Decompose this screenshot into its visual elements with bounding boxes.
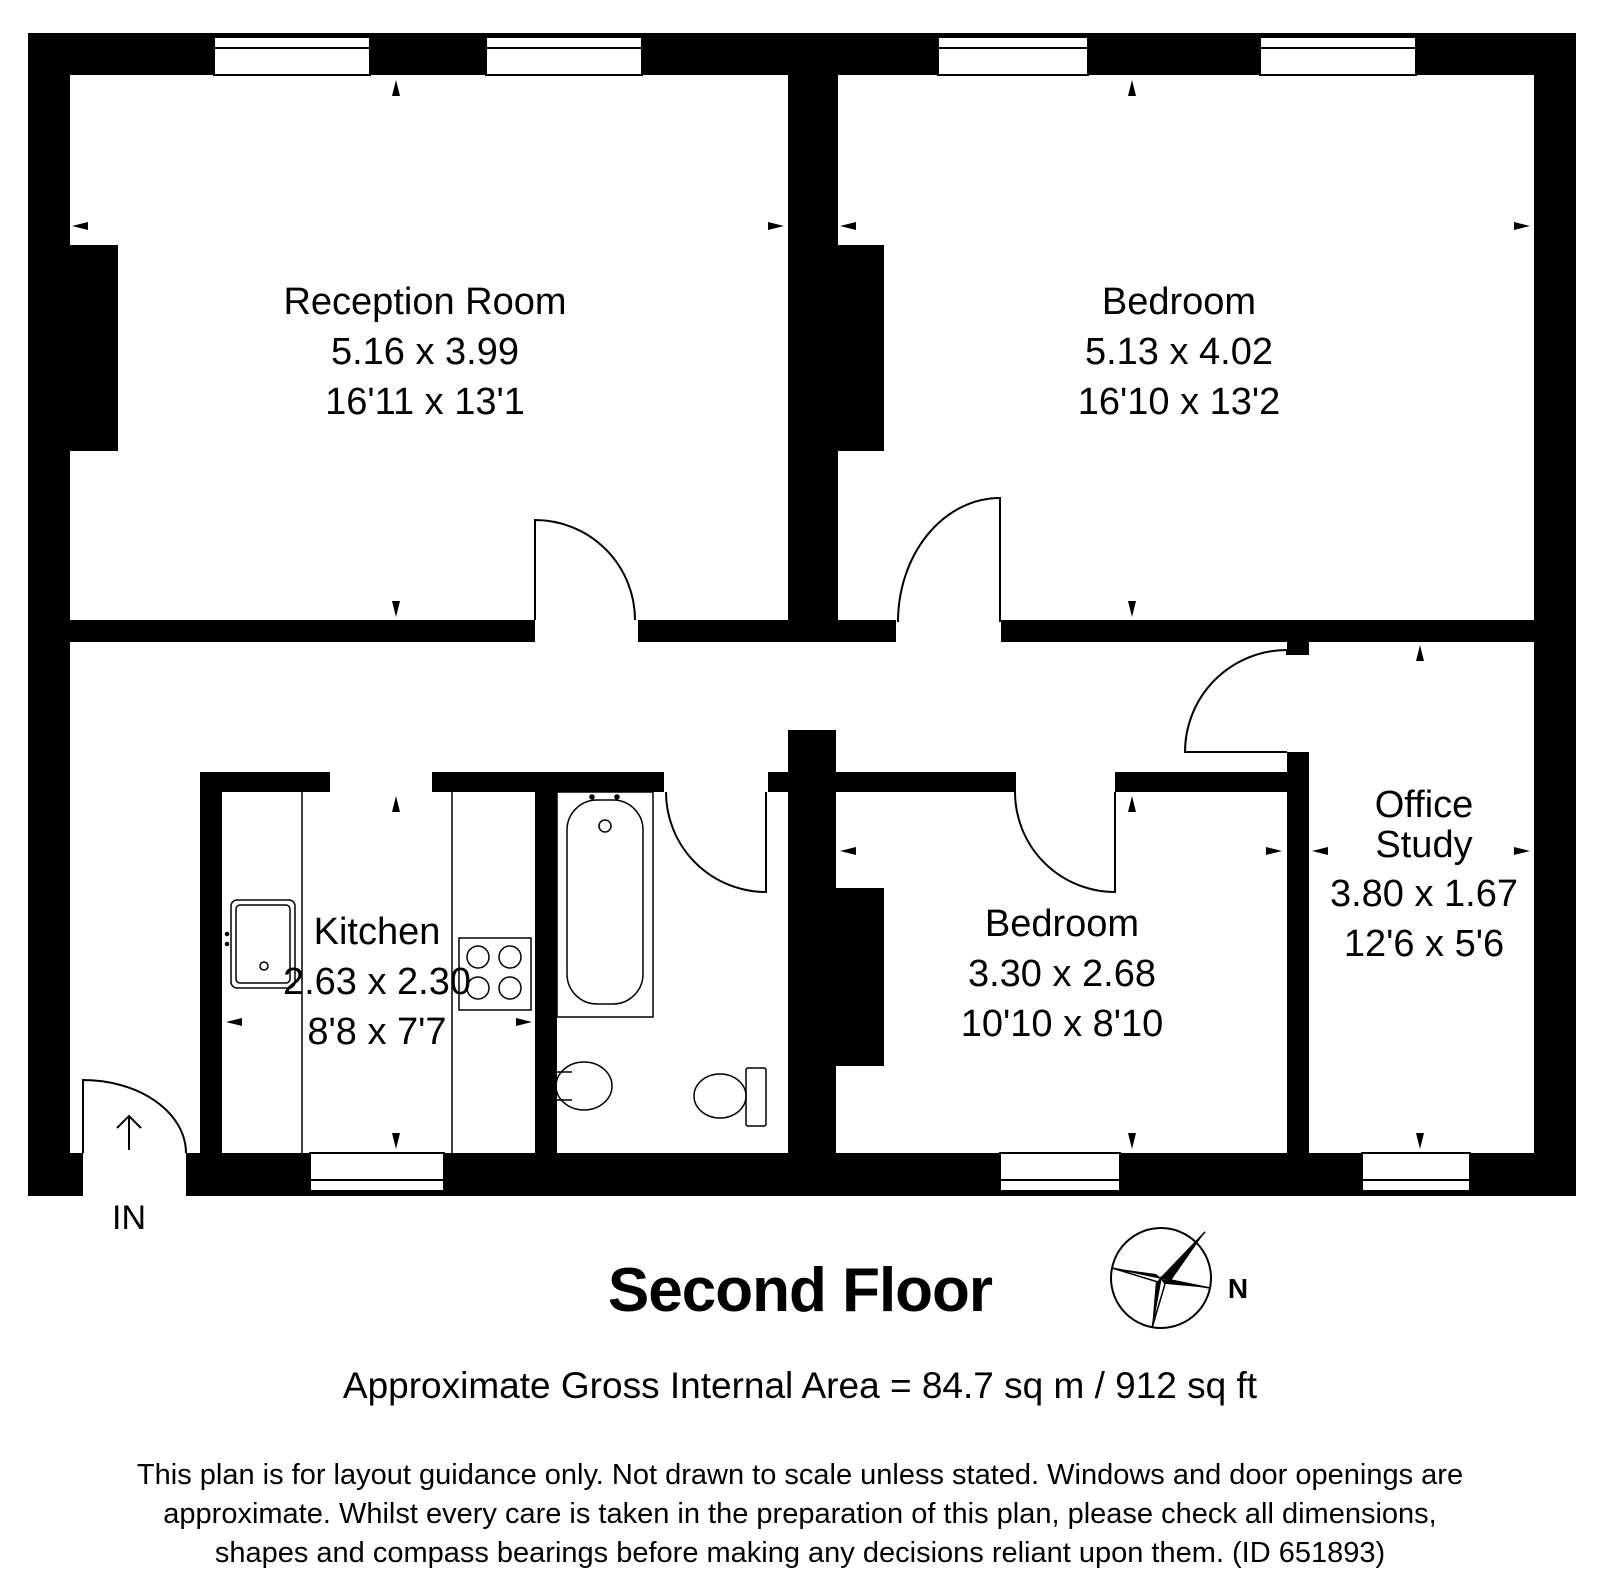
room-kitchen [283,911,471,1053]
room-imperial: 8'8 x 7'7 [307,1011,447,1053]
door-office [1185,650,1287,752]
room-imperial: 16'10 x 13'2 [1077,381,1281,423]
room-metric: 3.80 x 1.67 [1329,873,1519,915]
gross-area: Approximate Gross Internal Area = 84.7 sq m / 912 sq ft [342,1365,1258,1406]
bathroom-fittings [556,792,766,1126]
entrance-arrow [117,1116,141,1150]
door-bedroom-main [898,498,1000,622]
compass-icon [1110,1220,1260,1340]
toilet [694,1074,746,1118]
room-reception [283,281,566,423]
window [1000,1153,1120,1191]
room-bedroom-small [961,903,1164,1045]
bathtub [557,792,653,1017]
compass-label: N [1227,1273,1249,1304]
disclaimer-line: shapes and compass bearings before making any decisions reliant upon them. (ID 651893) [214,1537,1386,1569]
room-office [1330,784,1518,965]
floor-title: Second Floor [607,1256,993,1325]
room-bedroom-main [1078,281,1281,423]
doors [83,498,1287,1153]
room-metric: 3.30 x 2.68 [967,953,1157,995]
entrance-label: IN [112,1199,146,1237]
disclaimer [60,1456,1540,1573]
disclaimer-line: This plan is for layout guidance only. Not drawn to scale unless stated. Windows and door openings are [136,1459,1464,1491]
window [310,1153,444,1191]
door-bathroom [666,792,766,892]
window [486,37,642,75]
room-metric: 5.16 x 3.99 [330,331,520,373]
washbasin [556,1062,612,1110]
door-bedroom-small [1015,792,1115,892]
room-imperial: 10'10 x 8'10 [960,1003,1164,1045]
room-name: Reception Room [283,281,567,323]
window [938,37,1088,75]
room-metric: 5.13 x 4.02 [1084,331,1274,373]
door-entrance [83,1080,186,1153]
window [214,37,370,75]
room-imperial: 12'6 x 5'6 [1343,923,1505,965]
room-name: Bedroom [984,903,1140,945]
disclaimer-line: approximate. Whilst every care is taken in the preparation of this plan, please check all dimensions, [163,1498,1437,1530]
room-name-line2: Study [1375,824,1473,866]
door-reception [535,520,635,620]
window [1260,37,1416,75]
room-name-line1: Office [1374,784,1474,826]
room-imperial: 16'11 x 13'1 [325,381,525,423]
room-name: Bedroom [1101,281,1257,323]
room-metric: 2.63 x 2.30 [282,961,472,1003]
room-name: Kitchen [313,911,441,953]
window [1362,1153,1470,1191]
